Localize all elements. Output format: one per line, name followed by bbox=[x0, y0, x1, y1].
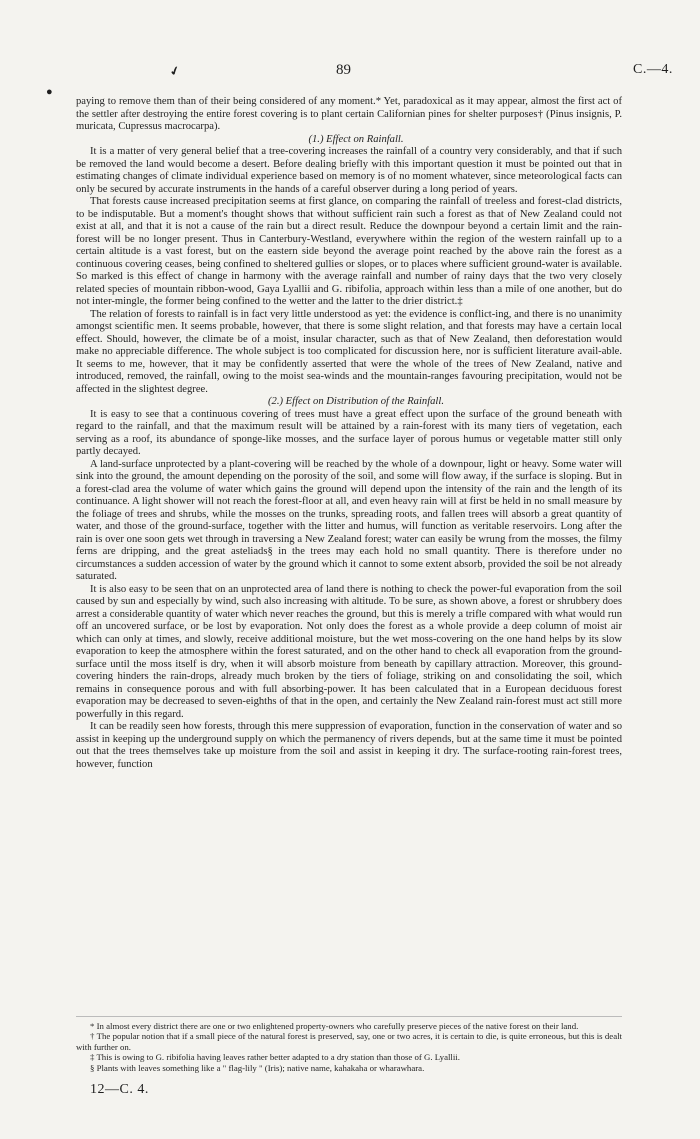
footnote: § Plants with leaves something like a " flag-lily " (Iris); native name, kahakaha or wharawhara. bbox=[90, 1062, 425, 1073]
paragraph-continued: paying to remove them than of their being considered of any moment.* Yet, paradoxical as it may appear, almost the first act of the settler after destroying the entire forest covering is to plant certain Californian pines for shelter purposes† (Pinus insignis, P. muricata, Cupressus macrocarpa). bbox=[76, 96, 622, 132]
section-heading-distribution: (2.) Effect on Distribution of the Rainfall. bbox=[268, 396, 444, 407]
margin-bullet-mark: ● bbox=[46, 86, 53, 98]
page-number: 89 bbox=[336, 62, 351, 78]
paragraph: A land-surface unprotected by a plant-covering will be reached by the whole of a downpour, light or heavy. Some water will sink into the ground, the amount depending on the porosity of the soil, and some will flow away, if the surface is sloping. But in a forest-clad area the volume of water which gains the ground will depend upon the intensity of the rain and the length of its continuance. A light shower will not reach the forest-floor at all, and even heavy rain will at first be held in no small measure by the foliage of trees and shrubs, while the mosses on the trunks, spreading roots, and fallen trees will absorb a great quantity of water, and those of the ground-surface, together with the litter and humus, will function as veritable reservoirs. Long after the rain is over one soon gets wet through in traversing a New Zealand forest; water can easily be wrung from the mosses, the filmy ferns are dripping, and the great asteliads§ in the trees may each hold no small quantity. There is therefore under no circumstances a sudden accession of water by the ground which it cannot to some extent absorb, provided the soil be not already saturated. bbox=[76, 458, 622, 582]
footnote-divider bbox=[76, 1016, 622, 1017]
footnote: ‡ This is owing to G. ribifolia having leaves rather better adapted to a dry station than those of G. Lyallii. bbox=[90, 1052, 460, 1063]
footnote: * In almost every district there are one or two enlightened property-owners who carefully preserve pieces of the native forest on their land. bbox=[90, 1021, 579, 1031]
paragraph: It is also easy to be seen that on an unprotected area of land there is nothing to check the power-ful evaporation from the soil caused by sun and especially by wind, such also increasing with altitude. To be sure, as shown above, a forest or shrubbery does arrest a considerable quantity of water which never reaches the ground, but this is merely a trifle compared with what would run off an uncovered surface, or be lost by evaporation. Not only does the forest as a whole provide a deep column of moist air which can only at times, and slowly, receive additional moisture, but the wet moss-covering on the one hand helps by its slow evaporation to keep the atmosphere within the forest saturated, and on the other hand to check all evaporation from the ground-surface until the moss itself is dry, when it will absorb moisture from beneath by capillary attraction. Moreover, this ground-covering hinders the rain-drops, already much broken by the tiers of foliage, striking on and consolidating the soil, which remains in consequence porous and with full absorbing-power. It has been calculated that in a European deciduous forest evaporation may be decreased to seven-eighths of that in the open, and certainly the New Zealand rain-forest must act still more powerfully in this regard. bbox=[76, 583, 622, 720]
paragraph: It can be readily seen how forests, through this mere suppression of evaporation, function in the conservation of water and so assist in keeping up the underground supply on which the permanency of rivers depends, but at the same time it must be pointed out that the trees themselves take up moisture from the soil and assist in keeping it dry. The surface-rooting rain-forest trees, however, function bbox=[76, 721, 622, 770]
footnote: † The popular notion that if a small piece of the natural forest is preserved, say, one or two acres, it is certain to die, is quite erroneous, but this is dealt with further on. bbox=[76, 1031, 622, 1052]
paragraph: It is easy to see that a continuous covering of trees must have a great effect upon the surface of the ground beneath with regard to the rainfall, and that the maximum result will be attained by a rain-forest with its many tiers of vegetation, each serving as a roof, its abundance of sponge-like mosses, and the surface layer of porous humus or vegetable matter still only partly decayed. bbox=[76, 408, 622, 457]
paragraph: That forests cause increased precipitation seems at first glance, on comparing the rainfall of treeless and forest-clad districts, to be indisputable. But a moment's thought shows that without sufficient rain such a forest as that of New Zealand could not exist at all, and that it is not a cause of the rain but a direct result. Reduce the downpour beyond a certain limit and the rain-forest will be no longer present. Thus in Canterbury-Westland, everywhere within the region of the western rainfall up to a certain altitude is a vast forest, but on the eastern side beyond the average point reached by the above rain the forest as a continuous covering ceases, being confined to sheltered gullies or slopes, or to places where sufficient ground-water is available. So marked is this effect of change in harmony with the average rainfall and number of rainy days that the two very closely related species of mountain ribbon-wood, Gaya Lyallii and G. ribifolia, approach within less than a mile of one another, but do not inter-mingle, the former being confined to the wetter and the latter to the drier district.‡ bbox=[76, 196, 622, 307]
page-header bbox=[0, 62, 700, 82]
section-heading-rainfall: (1.) Effect on Rainfall. bbox=[308, 133, 404, 145]
body-text bbox=[76, 96, 622, 771]
printer-signature: 12—C. 4. bbox=[90, 1082, 149, 1097]
footnotes bbox=[76, 1016, 622, 1073]
paragraph: It is a matter of very general belief that a tree-covering increases the rainfall of a country very considerably, and that if such be removed the land would become a desert. Before dealing briefly with this important question it must be pointed out that in estimating changes of climate individual experience based on memory is of no moment whatever, since meteorological facts can only be secured by accurate instruments in the hands of a careful observer during a long period of years. bbox=[76, 146, 622, 195]
document-reference: C.—4. bbox=[633, 62, 673, 77]
pencil-tick-mark: ✔ bbox=[167, 62, 182, 80]
paragraph: The relation of forests to rainfall is in fact very little understood as yet: the evidence is conflict-ing, and there is no unanimity amongst scientific men. It seems probable, however, that there is some slight relation, and that forests may have a certain local effect. Should, however, the climate be of a moist, insular character, such as that of New Zealand, then deforestation would make no appreciable difference. The whole subject is too complicated for discussion here, nor is sufficient literature avail-able. It seems to me, however, that it may be confidently asserted that were the whole of the trees of New Zealand, native and introduced, removed, the rainfall, owing to the moist sea-winds and the mountain-ranges favouring precipitation, would not be affected in the slightest degree. bbox=[76, 308, 622, 395]
